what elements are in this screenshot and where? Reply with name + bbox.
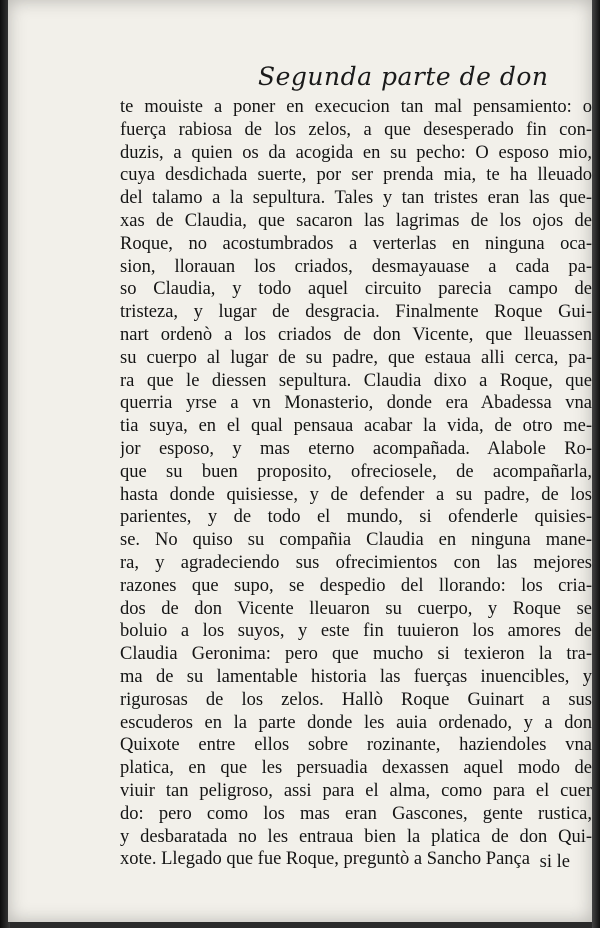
text-line: tristeza, y lugar de desgracia. Finalmente Roque Gui-: [120, 302, 592, 323]
text-line: hasta donde quisiesse, y de defender a su padre, de los: [120, 484, 592, 505]
text-line: viuir tan peligroso, assi para el alma, como para el cuer: [120, 780, 592, 801]
text-line: do: pero como los mas eran Gascones, gente rustica,: [120, 803, 592, 824]
text-line: Claudia Geronima: pero que mucho si texieron la tra-: [120, 644, 592, 665]
text-line: razones que supo, se despedio del llorando: los cria-: [120, 575, 592, 596]
text-line: duzis, a quien os da acogida en su pecho: O esposo mio,: [120, 142, 592, 163]
text-line: nart ordenò a los criados de don Vicente, que lleuassen: [120, 324, 592, 345]
text-line: se. No quiso su compañia Claudia en ninguna mane-: [120, 530, 592, 551]
text-line: su cuerpo al lugar de su padre, que estaua alli cerca, pa-: [120, 347, 592, 368]
text-line: del talamo a la sepultura. Tales y tan tristes eran las que-: [120, 188, 592, 209]
text-line: ra que le diessen sepultura. Claudia dixo a Roque, que: [120, 370, 592, 391]
text-line: boluio a los suyos, y este fin tuuieron los amores de: [120, 621, 592, 642]
text-line: fuerça rabiosa de los zelos, a que desesperado fin con-: [120, 119, 592, 140]
text-line: platica, en que les persuadia dexassen aquel modo de: [120, 758, 592, 779]
text-line: Quixote entre ellos sobre rozinante, haziendoles vna: [120, 735, 592, 756]
text-line: te mouiste a poner en execucion tan mal pensamiento: o: [120, 97, 592, 117]
text-line: y desbaratada no les entraua bien la platica de don Qui-: [120, 826, 592, 847]
text-line: ma de su lamentable historia las fuerças inuencibles, y: [120, 666, 592, 687]
text-line: que su buen proposito, ofreciosele, de acompañarla,: [120, 461, 592, 482]
text-line: parientes, y de todo el mundo, si ofenderle quisies-: [120, 507, 592, 528]
book-page: [8, 0, 592, 922]
running-head: Segunda parte de don: [258, 62, 549, 91]
text-line: dos de don Vicente lleuaron su cuerpo, y Roque se: [120, 598, 592, 619]
text-line: sion, llorauan los criados, desmayauase a cada pa-: [120, 256, 592, 277]
text-line: querria yrse a vn Monasterio, donde era Abadessa vna: [120, 393, 592, 414]
text-line: so Claudia, y todo aquel circuito parecia campo de: [120, 279, 592, 300]
text-line: ra, y agradeciendo sus ofrecimientos con las mejores: [120, 552, 592, 573]
body-text: [120, 96, 592, 871]
text-line: tia suya, en el qual pensaua acabar la vida, de otro me-: [120, 416, 592, 437]
text-line: rigurosas de los zelos. Hallò Roque Guinart a sus: [120, 689, 592, 710]
text-line: xas de Claudia, que sacaron las lagrimas de los ojos de: [120, 210, 592, 231]
text-line: xote. Llegado que fue Roque, preguntò a Sancho Pança: [120, 849, 530, 870]
text-line: escuderos en la parte donde les auia ordenado, y a don: [120, 712, 592, 733]
page-edge-right: [592, 0, 600, 928]
catchword: si le: [539, 852, 570, 872]
text-line: Roque, no acostumbrados a verterlas en ninguna oca-: [120, 233, 592, 254]
text-line: jor esposo, y mas eterno acompañada. Alabole Ro-: [120, 438, 592, 459]
text-line: cuya desdichada suerte, por ser prenda mia, te ha lleuado: [120, 165, 592, 186]
